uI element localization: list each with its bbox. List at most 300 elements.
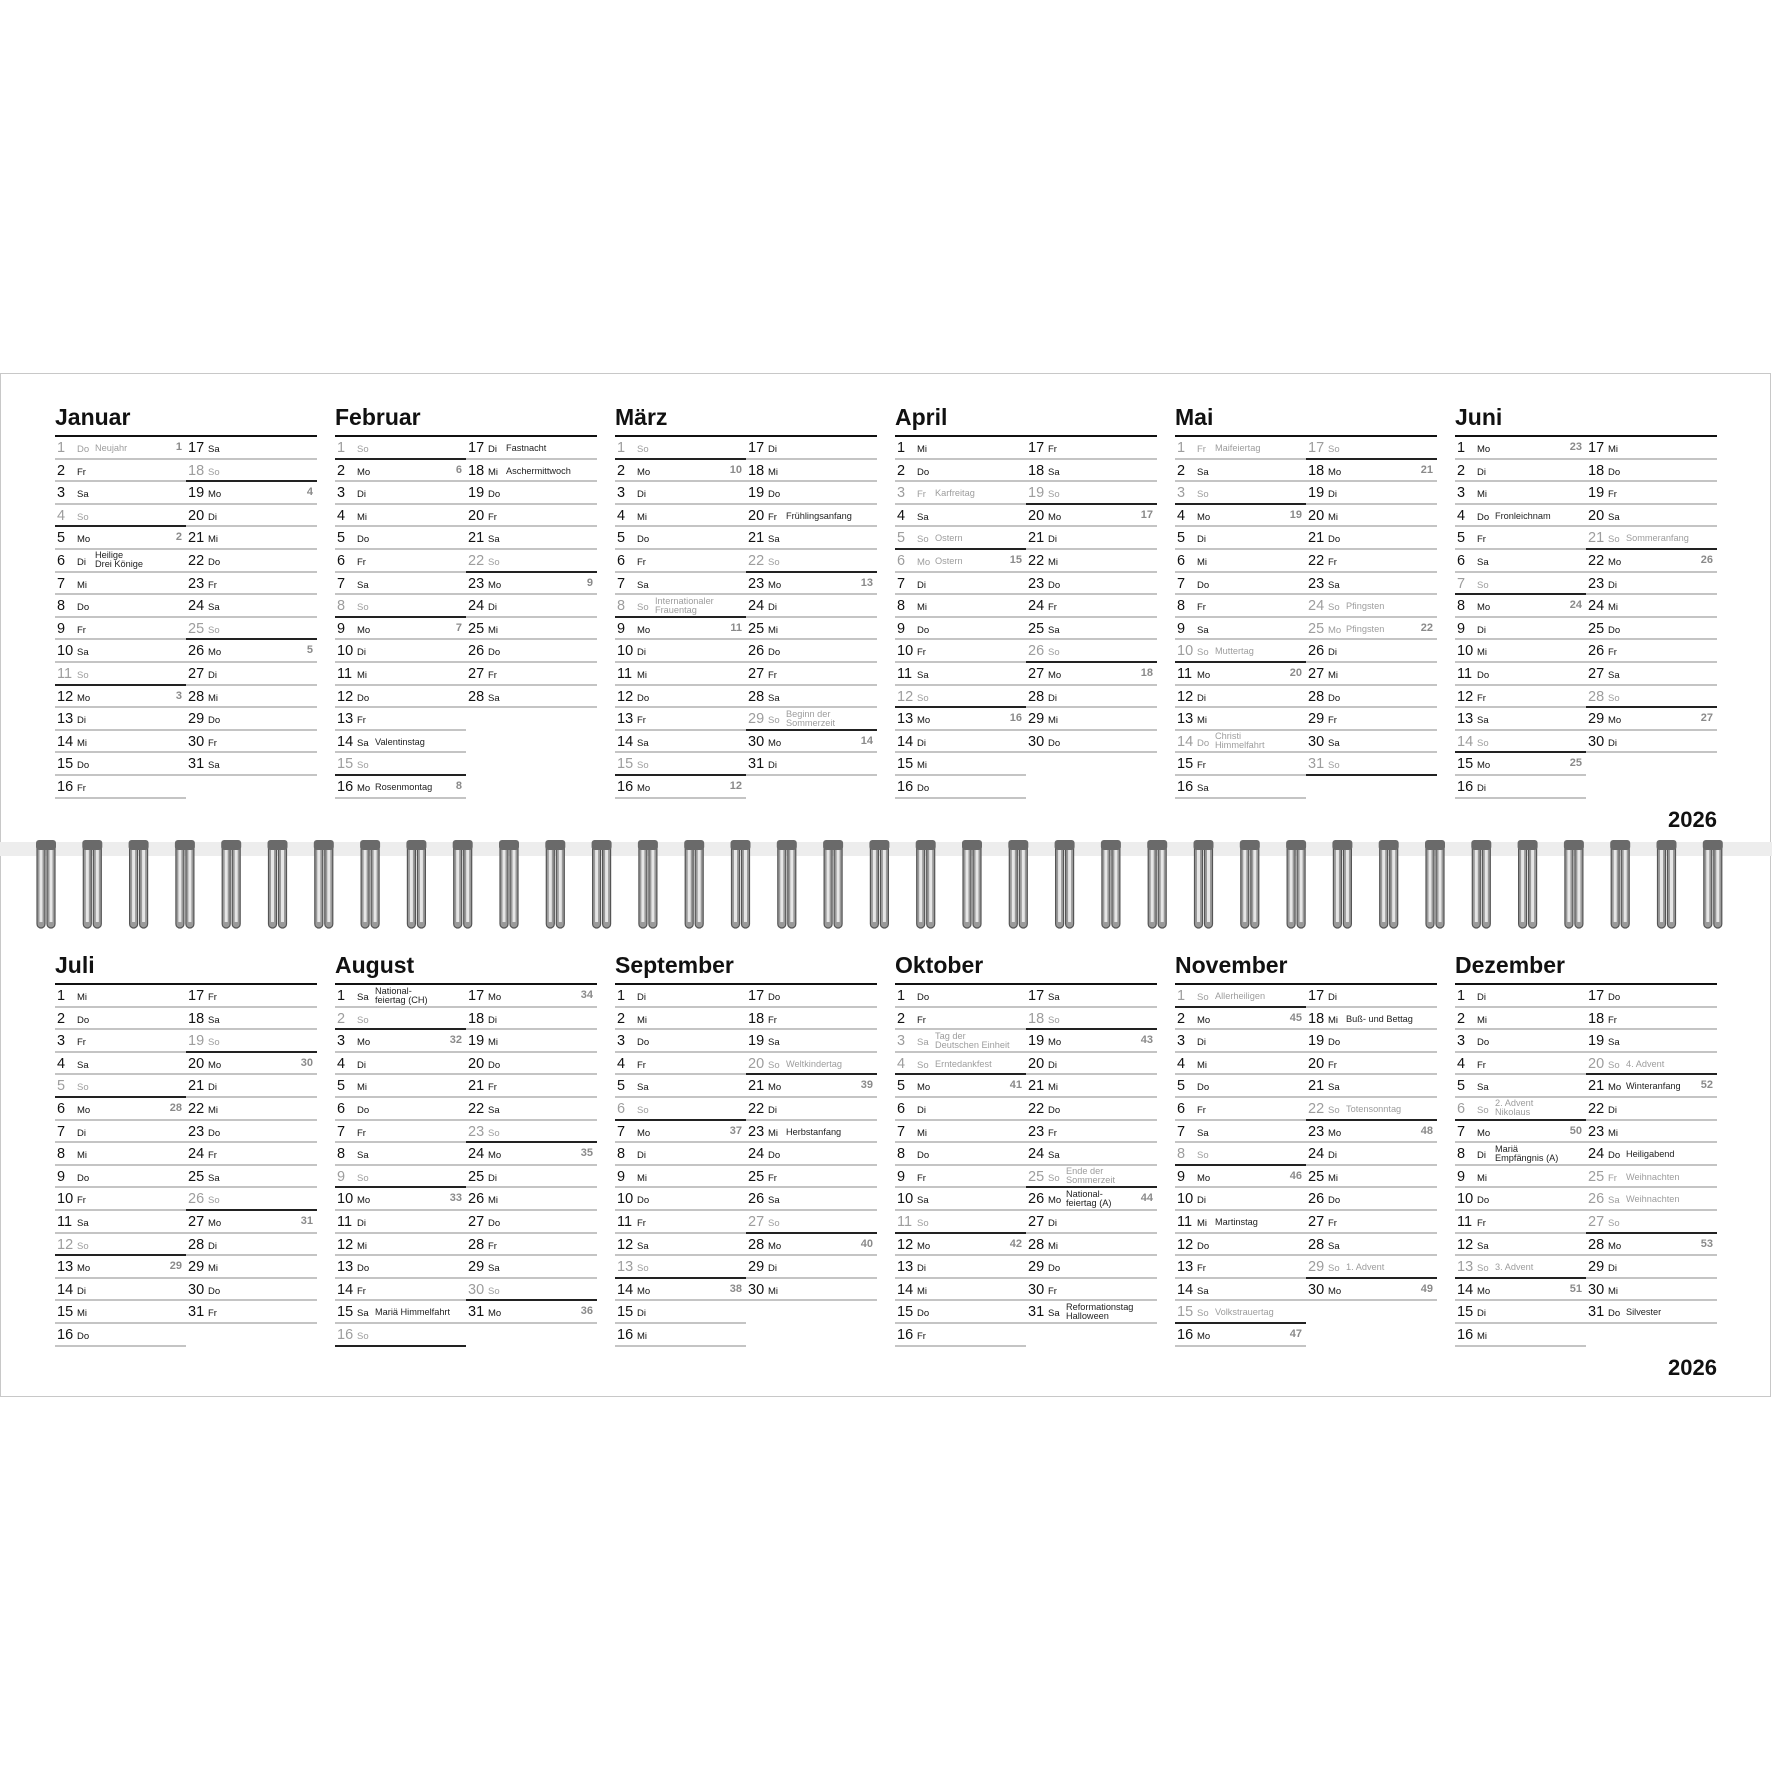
holiday-label: 2. Advent Nikolaus bbox=[1495, 1098, 1534, 1118]
day-number: 26 bbox=[1028, 1191, 1045, 1208]
spiral-wire-highlight bbox=[1022, 850, 1025, 922]
weekday: Mi bbox=[917, 760, 928, 772]
day-row bbox=[746, 573, 877, 596]
weekday: Mo bbox=[77, 1263, 91, 1275]
day-number: 3 bbox=[617, 1033, 626, 1050]
spiral-wire-highlight bbox=[142, 850, 145, 922]
day-number: 18 bbox=[748, 1010, 765, 1027]
weekday: Fr bbox=[1048, 444, 1057, 455]
day-number: 6 bbox=[1177, 1100, 1186, 1117]
weekday: Sa bbox=[77, 489, 89, 501]
spiral-wire-highlight bbox=[1058, 850, 1061, 922]
day-row bbox=[746, 640, 877, 663]
spiral-loop-cap bbox=[823, 840, 843, 850]
day-row bbox=[1175, 708, 1306, 731]
weekday: Mo bbox=[208, 1059, 222, 1071]
spiral-loop-cap bbox=[1332, 840, 1352, 850]
day-number: 31 bbox=[188, 1304, 205, 1321]
day-number: 5 bbox=[57, 1078, 66, 1095]
weekday: So bbox=[637, 1263, 649, 1275]
spiral-wire-highlight bbox=[178, 850, 181, 922]
day-row bbox=[466, 527, 597, 550]
spiral-wire-highlight bbox=[374, 850, 377, 922]
day-row bbox=[1455, 1166, 1586, 1189]
day-row bbox=[55, 1166, 186, 1189]
day-row bbox=[335, 550, 466, 573]
day-number: 4 bbox=[337, 507, 346, 524]
weekday: Fr bbox=[77, 1037, 86, 1049]
day-row bbox=[1306, 1211, 1437, 1234]
month-name: Dezember bbox=[1455, 952, 1565, 978]
day-number: 17 bbox=[1028, 440, 1045, 456]
spiral-wire-highlight bbox=[96, 850, 99, 922]
week-number: 24 bbox=[1569, 599, 1582, 612]
day-row bbox=[1455, 985, 1586, 1008]
weekday: So bbox=[1048, 1014, 1060, 1026]
day-row bbox=[335, 1143, 466, 1166]
spiral-loop-cap bbox=[731, 840, 751, 850]
holiday-label: Frühlingsanfang bbox=[786, 510, 852, 521]
day-number: 22 bbox=[748, 552, 765, 569]
month-name: September bbox=[615, 952, 734, 978]
day-row bbox=[1026, 1279, 1157, 1302]
day-number: 4 bbox=[1457, 507, 1466, 524]
day-number: 31 bbox=[1308, 756, 1325, 773]
week-number: 50 bbox=[1569, 1124, 1582, 1137]
day-number: 10 bbox=[1177, 643, 1194, 660]
weekday: Di bbox=[1477, 466, 1486, 478]
spiral-loop-cap bbox=[1703, 840, 1723, 850]
day-row bbox=[1306, 1053, 1437, 1076]
day-row bbox=[186, 505, 317, 528]
day-row bbox=[1306, 663, 1437, 686]
day-number: 25 bbox=[1308, 620, 1325, 637]
day-number: 11 bbox=[1177, 1213, 1193, 1230]
day-number: 26 bbox=[1028, 643, 1045, 660]
week-number: 27 bbox=[1700, 712, 1713, 725]
day-row bbox=[335, 1053, 466, 1076]
day-number: 20 bbox=[468, 1055, 485, 1072]
day-row bbox=[1026, 482, 1157, 505]
day-row bbox=[1306, 1098, 1437, 1121]
weekday: Sa bbox=[1608, 669, 1620, 681]
day-number: 7 bbox=[337, 575, 346, 592]
day-row bbox=[615, 776, 746, 799]
day-row bbox=[1026, 1121, 1157, 1144]
weekday: So bbox=[1328, 444, 1340, 455]
spiral-wire-highlight bbox=[790, 850, 793, 922]
week-number: 40 bbox=[860, 1237, 873, 1250]
day-row bbox=[746, 753, 877, 776]
week-number: 12 bbox=[729, 779, 742, 792]
day-row bbox=[335, 708, 466, 731]
day-number: 12 bbox=[897, 1236, 914, 1253]
weekday: Mi bbox=[357, 1240, 368, 1252]
day-row bbox=[895, 1188, 1026, 1211]
week-number: 25 bbox=[1569, 757, 1582, 770]
day-number: 17 bbox=[1028, 988, 1045, 1004]
weekday: Mi bbox=[1197, 1217, 1208, 1229]
holiday-label: Herbstanfang bbox=[786, 1126, 842, 1137]
day-number: 11 bbox=[1457, 665, 1473, 682]
day-number: 31 bbox=[748, 756, 765, 773]
holiday-label: Aschermittwoch bbox=[506, 465, 571, 476]
day-number: 11 bbox=[897, 1213, 913, 1230]
day-number: 12 bbox=[897, 688, 914, 705]
weekday: Di bbox=[208, 1082, 217, 1094]
weekday: Mo bbox=[917, 1082, 931, 1094]
day-row bbox=[1455, 731, 1586, 754]
spiral-wire-highlight bbox=[225, 850, 228, 922]
day-column-right bbox=[746, 985, 877, 1301]
spiral-loop-cap bbox=[1518, 840, 1538, 850]
day-number: 16 bbox=[337, 1326, 354, 1343]
day-number: 29 bbox=[748, 711, 765, 728]
day-row bbox=[466, 1188, 597, 1211]
weekday: Mi bbox=[357, 1082, 368, 1094]
day-number: 21 bbox=[1308, 530, 1325, 547]
day-row bbox=[1175, 731, 1306, 754]
spiral-wire-highlight bbox=[420, 850, 423, 922]
day-number: 20 bbox=[188, 507, 205, 524]
day-number: 28 bbox=[468, 1236, 485, 1253]
weekday: Do bbox=[1477, 1037, 1490, 1049]
spiral-loop-cap bbox=[499, 840, 519, 850]
weekday: Do bbox=[77, 444, 90, 455]
weekday: Mo bbox=[1048, 1195, 1062, 1207]
day-number: 29 bbox=[188, 1259, 205, 1276]
weekday: Mi bbox=[768, 1285, 779, 1297]
weekday: Mi bbox=[1608, 602, 1619, 614]
weekday: Mo bbox=[637, 1285, 651, 1297]
weekday: Mi bbox=[1328, 1172, 1339, 1184]
day-number: 8 bbox=[1457, 598, 1466, 615]
day-number: 9 bbox=[617, 1168, 626, 1185]
day-row bbox=[1306, 1188, 1437, 1211]
day-row bbox=[55, 1143, 186, 1166]
spiral-wire-highlight bbox=[873, 850, 876, 922]
weekday: So bbox=[1608, 1059, 1620, 1071]
spiral-loop-cap bbox=[869, 840, 889, 850]
day-number: 19 bbox=[1028, 485, 1045, 502]
weekday: Mi bbox=[1608, 1127, 1619, 1139]
weekday: Di bbox=[917, 579, 926, 591]
week-number: 2 bbox=[175, 531, 182, 544]
weekday: Do bbox=[208, 556, 221, 568]
day-number: 7 bbox=[337, 1123, 346, 1140]
day-number: 16 bbox=[617, 1326, 634, 1343]
spiral-wire-highlight bbox=[1670, 850, 1673, 922]
day-row bbox=[1026, 1188, 1157, 1211]
day-number: 24 bbox=[188, 598, 205, 615]
day-row bbox=[1026, 731, 1157, 754]
weekday: So bbox=[917, 692, 929, 704]
day-number: 15 bbox=[897, 756, 914, 773]
day-row bbox=[1026, 1256, 1157, 1279]
weekday: Do bbox=[768, 647, 781, 659]
day-row bbox=[1026, 640, 1157, 663]
day-row bbox=[1175, 1324, 1306, 1347]
day-number: 31 bbox=[1028, 1304, 1045, 1321]
weekday: Sa bbox=[1477, 1240, 1489, 1252]
weekday: Mi bbox=[1197, 715, 1208, 727]
weekday: So bbox=[768, 1059, 780, 1071]
weekday: Mi bbox=[1477, 1172, 1488, 1184]
weekday: Fr bbox=[768, 1014, 777, 1026]
weekday: Mo bbox=[1048, 511, 1062, 523]
weekday: Di bbox=[768, 760, 777, 772]
weekday: Di bbox=[357, 489, 366, 501]
day-number: 21 bbox=[188, 1078, 205, 1095]
day-number: 8 bbox=[1457, 1146, 1466, 1163]
weekday: Fr bbox=[357, 1127, 366, 1139]
day-row bbox=[895, 1121, 1026, 1144]
day-number: 2 bbox=[57, 1010, 66, 1027]
day-row bbox=[55, 527, 186, 550]
weekday: Mi bbox=[1477, 647, 1488, 659]
day-row bbox=[1026, 550, 1157, 573]
weekday: Di bbox=[1608, 579, 1617, 591]
day-row bbox=[1586, 595, 1717, 618]
day-number: 6 bbox=[1177, 552, 1186, 569]
weekday: Fr bbox=[1197, 1263, 1206, 1275]
weekday: Di bbox=[1328, 489, 1337, 501]
day-row bbox=[335, 753, 466, 776]
day-number: 10 bbox=[337, 1191, 354, 1208]
day-number: 12 bbox=[1177, 688, 1194, 705]
day-number: 16 bbox=[897, 1326, 914, 1343]
day-number: 2 bbox=[1177, 1010, 1186, 1027]
day-row bbox=[55, 1053, 186, 1076]
day-number: 18 bbox=[1028, 1010, 1045, 1027]
week-number: 28 bbox=[169, 1101, 182, 1114]
day-number: 14 bbox=[1457, 733, 1474, 750]
day-row bbox=[615, 1166, 746, 1189]
weekday: Di bbox=[1197, 1195, 1206, 1207]
day-row bbox=[615, 1301, 746, 1324]
day-number: 12 bbox=[1457, 1236, 1474, 1253]
day-number: 7 bbox=[617, 1123, 626, 1140]
spiral-wire-highlight bbox=[1531, 850, 1534, 922]
day-row bbox=[1306, 505, 1437, 528]
months-row-first-half bbox=[1, 374, 1770, 848]
day-row bbox=[186, 985, 317, 1008]
day-number: 2 bbox=[1457, 1010, 1466, 1027]
spiral-loop-cap bbox=[1379, 840, 1399, 850]
day-number: 5 bbox=[337, 530, 346, 547]
day-column-left bbox=[335, 437, 466, 799]
weekday: Mo bbox=[1197, 1172, 1211, 1184]
day-row bbox=[1306, 573, 1437, 596]
holiday-label: Silvester bbox=[1626, 1307, 1662, 1318]
day-row bbox=[335, 1121, 466, 1144]
weekday: So bbox=[1328, 1104, 1340, 1116]
day-number: 12 bbox=[337, 688, 354, 705]
day-row bbox=[615, 1008, 746, 1031]
weekday: Di bbox=[637, 1150, 646, 1162]
weekday: Sa bbox=[1048, 466, 1060, 478]
day-row bbox=[746, 1279, 877, 1302]
day-row bbox=[746, 1188, 877, 1211]
day-number: 29 bbox=[1028, 711, 1045, 728]
day-row bbox=[1586, 1166, 1717, 1189]
weekday: Do bbox=[637, 1037, 650, 1049]
weekday: So bbox=[1477, 1263, 1489, 1275]
day-number: 28 bbox=[748, 688, 765, 705]
week-number: 26 bbox=[1700, 553, 1713, 566]
weekday: Sa bbox=[917, 669, 929, 681]
day-number: 25 bbox=[468, 620, 485, 637]
day-row bbox=[466, 1075, 597, 1098]
weekday: Mo bbox=[768, 737, 782, 749]
day-number: 8 bbox=[617, 598, 626, 615]
spiral-loop-cap bbox=[777, 840, 797, 850]
day-row bbox=[746, 686, 877, 709]
weekday: Mo bbox=[357, 1195, 371, 1207]
day-number: 31 bbox=[1588, 1304, 1605, 1321]
weekday: Mi bbox=[917, 444, 928, 455]
weekday: So bbox=[488, 1285, 500, 1297]
weekday: Fr bbox=[1477, 1217, 1486, 1229]
day-row bbox=[1026, 1211, 1157, 1234]
day-row bbox=[55, 1188, 186, 1211]
weekday: So bbox=[917, 1217, 929, 1229]
month-name: März bbox=[615, 404, 668, 430]
holiday-label: Christi Himmelfahrt bbox=[1215, 731, 1265, 751]
day-number: 23 bbox=[748, 1123, 765, 1140]
weekday: Do bbox=[1328, 692, 1341, 704]
weekday: Mo bbox=[1197, 1330, 1211, 1342]
spiral-wire-highlight bbox=[1429, 850, 1432, 922]
weekday: Fr bbox=[1328, 715, 1337, 727]
day-number: 1 bbox=[617, 988, 626, 1004]
month-name: Juni bbox=[1455, 404, 1503, 430]
weekday: Fr bbox=[917, 647, 926, 659]
day-number: 26 bbox=[748, 1191, 765, 1208]
weekday: Mi bbox=[917, 602, 928, 614]
day-number: 8 bbox=[1177, 598, 1186, 615]
weekday: Di bbox=[1477, 992, 1486, 1003]
weekday: Sa bbox=[357, 579, 369, 591]
day-number: 30 bbox=[468, 1281, 485, 1298]
day-row bbox=[55, 595, 186, 618]
weekday: Do bbox=[917, 1308, 930, 1320]
weekday: Do bbox=[208, 1127, 221, 1139]
day-number: 13 bbox=[337, 711, 354, 728]
day-number: 20 bbox=[748, 507, 765, 524]
day-row bbox=[1586, 1121, 1717, 1144]
weekday: Do bbox=[917, 1150, 930, 1162]
weekday: Fr bbox=[1328, 1217, 1337, 1229]
day-column-left bbox=[55, 437, 186, 799]
day-row bbox=[55, 1008, 186, 1031]
weekday: Do bbox=[917, 466, 930, 478]
day-number: 6 bbox=[1457, 1100, 1466, 1117]
weekday: Do bbox=[1197, 579, 1210, 591]
holiday-label: Volkstrauertag bbox=[1215, 1307, 1274, 1318]
day-number: 7 bbox=[1177, 575, 1186, 592]
weekday: Di bbox=[208, 511, 217, 523]
week-number: 34 bbox=[580, 989, 593, 1001]
day-row bbox=[895, 1075, 1026, 1098]
day-number: 5 bbox=[1177, 530, 1186, 547]
day-row bbox=[466, 1234, 597, 1257]
weekday: Mi bbox=[208, 692, 219, 704]
weekday: Mo bbox=[1608, 1082, 1622, 1094]
spiral-loop-cap bbox=[268, 840, 288, 850]
day-number: 29 bbox=[468, 1259, 485, 1276]
day-row bbox=[1586, 1188, 1717, 1211]
day-row bbox=[1455, 1188, 1586, 1211]
weekday: Sa bbox=[1197, 782, 1209, 794]
weekday: Di bbox=[208, 1240, 217, 1252]
day-number: 16 bbox=[897, 778, 914, 795]
day-number: 23 bbox=[1028, 1123, 1045, 1140]
day-number: 8 bbox=[337, 598, 346, 615]
day-row bbox=[335, 618, 466, 641]
day-number: 2 bbox=[1177, 462, 1186, 479]
day-row bbox=[1306, 1256, 1437, 1279]
weekday: Di bbox=[768, 1263, 777, 1275]
weekday: Di bbox=[357, 1059, 366, 1071]
month-name: Februar bbox=[335, 404, 421, 430]
day-row bbox=[1455, 1075, 1586, 1098]
day-row bbox=[895, 1098, 1026, 1121]
day-number: 27 bbox=[748, 665, 765, 682]
day-row bbox=[1455, 1121, 1586, 1144]
day-number: 28 bbox=[748, 1236, 765, 1253]
day-number: 23 bbox=[1588, 575, 1605, 592]
day-row bbox=[1586, 686, 1717, 709]
day-row bbox=[1026, 573, 1157, 596]
day-number: 13 bbox=[897, 1259, 914, 1276]
day-row bbox=[1586, 1301, 1717, 1324]
day-row bbox=[1026, 527, 1157, 550]
weekday: Fr bbox=[917, 1330, 926, 1342]
spiral-loop-cap bbox=[545, 840, 565, 850]
day-row bbox=[186, 550, 317, 573]
week-number: 43 bbox=[1140, 1034, 1153, 1047]
day-number: 15 bbox=[57, 1304, 74, 1321]
spiral-wire-highlight bbox=[1104, 850, 1107, 922]
day-row bbox=[1026, 663, 1157, 686]
day-number: 6 bbox=[57, 552, 66, 569]
day-row bbox=[1026, 985, 1157, 1008]
day-row bbox=[615, 482, 746, 505]
day-row bbox=[55, 437, 186, 460]
weekday: So bbox=[208, 1037, 220, 1049]
spiral-wire-highlight bbox=[1624, 850, 1627, 922]
day-row bbox=[186, 1143, 317, 1166]
day-row bbox=[615, 1030, 746, 1053]
day-number: 20 bbox=[1028, 1055, 1045, 1072]
weekday: Do bbox=[357, 1104, 370, 1116]
day-row bbox=[1175, 640, 1306, 663]
day-number: 30 bbox=[1028, 733, 1045, 750]
day-row bbox=[1586, 527, 1717, 550]
day-number: 22 bbox=[188, 1100, 205, 1117]
day-row bbox=[1455, 1098, 1586, 1121]
weekday: Mo bbox=[77, 1104, 91, 1116]
day-row bbox=[466, 505, 597, 528]
weekday: Di bbox=[768, 602, 777, 614]
weekday: Mi bbox=[488, 1037, 499, 1049]
day-row bbox=[335, 595, 466, 618]
day-row bbox=[335, 527, 466, 550]
day-number: 18 bbox=[468, 1010, 485, 1027]
weekday: Sa bbox=[1197, 1127, 1209, 1139]
weekday: Mi bbox=[1328, 511, 1339, 523]
